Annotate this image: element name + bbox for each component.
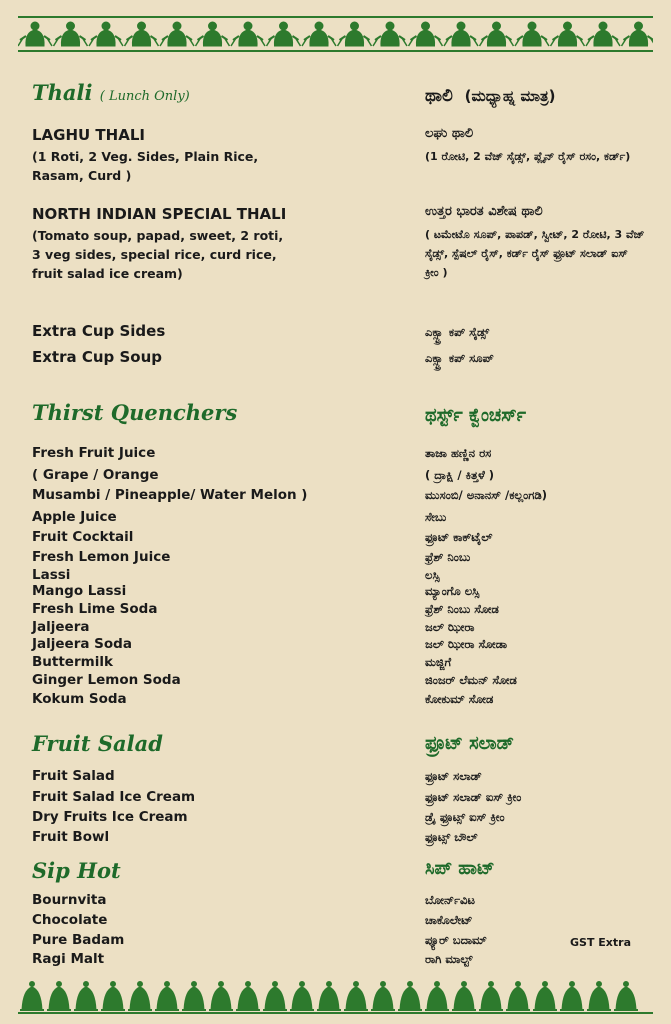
thirst-quencher-item-kannada: ಜಲ್ ಝೀರಾ [425,620,475,634]
thirst-quencher-item-kannada: ಸೇಬು [425,510,447,524]
extra-cup-sides: Extra Cup Sides [32,322,166,340]
fruit-salad-heading-kannada: ಫ್ರೂಟ್ ಸಲಾಡ್ [425,733,514,754]
thirst-quencher-item-kannada: ಕೋಕುಮ್ ಸೋಡ [425,692,494,706]
thirst-quencher-item: Fresh Lemon Juice [32,549,171,565]
thirst-quencher-item-kannada: ಜಿಂಜರ್ ಲೆಮನ್ ಸೋಡ [425,673,517,687]
north-indian-thali-title-kannada: ಉತ್ತರ ಭಾರತ ವಿಶೇಷ ಥಾಲಿ [425,204,543,219]
sip-hot-heading: Sip Hot [32,858,121,883]
thirst-quencher-item: Apple Juice [32,509,117,525]
thirst-quencher-item: Lassi [32,567,71,583]
thirst-quencher-item: Ginger Lemon Soda [32,672,181,688]
fruit-salad-item: Fruit Salad Ice Cream [32,789,196,805]
fruit-salad-heading: Fruit Salad [32,731,163,756]
fruit-salad-item-kannada: ಡ್ರೈ ಫ್ರೂಟ್ಸ್ ಐಸ್ ಕ್ರೀಂ [425,810,505,824]
thirst-quencher-item: Fruit Cocktail [32,529,134,545]
extra-cup-soup-kannada: ಎಕ್ಸ್ಟ್ರಾ ಕಪ್ ಸೂಪ್ [425,351,494,365]
laghu-thali-desc-kannada: (1 ರೋಟಿ, 2 ವೆಜ್ ಸೈಡ್ಸ್, ಪ್ಲೈನ್ ರೈಸ್ ರಸಂ, ಕರ್ಡ್) [425,150,631,163]
fruit-salad-item-kannada: ಫ್ರೂಟ್ ಸಲಾಡ್ ಐಸ್ ಕ್ರೀಂ [425,790,522,804]
fruit-salad-item: Fruit Salad [32,768,115,784]
ganesha-motif-icon [18,17,653,51]
thirst-quencher-item: Jaljeera Soda [32,636,132,652]
top-border-motif [18,14,653,54]
thirst-quencher-item: Kokum Soda [32,691,127,707]
thirst-quencher-item-kannada: ಮಜ್ಜಿಗೆ [425,655,452,669]
thirst-quencher-item-kannada: ಜಲ್ ಝೀರಾ ಸೋಡಾ [425,637,508,651]
north-indian-thali-desc-kannada: ( ಟಮೇಟೊ ಸೂಪ್, ಪಾಪಡ್, ಸ್ವೀಟ್, 2 ರೋಟಿ, 3 ವೆಜ್ ಸೈಡ್ಸ್, ಸ್ಪೆಷಲ್ ರೈಸ್, ಕರ್ಡ್ ರೈಸ್ ಫ್ರೂಟ್ ಸಲಾಡ್ ಐಸ್ ಕ್ರೀಂ ) [425,228,645,279]
north-indian-thali-title: NORTH INDIAN SPECIAL THALI [32,205,287,223]
sip-hot-item: Chocolate [32,912,108,928]
thali-heading: Thali ( Lunch Only) [32,80,190,105]
fruit-salad-item: Dry Fruits Ice Cream [32,809,188,825]
sip-hot-item-kannada: ಪ್ಯೂರ್ ಬದಾಮ್ [425,933,487,947]
thirst-quencher-item-kannada: ಮ್ಯಾಂಗೊ ಲಸ್ಸಿ [425,584,480,598]
sip-hot-heading-kannada: ಸಿಪ್ ಹಾಟ್ [425,858,495,879]
fruit-salad-item-kannada: ಫ್ರೂಟ್ ಸಲಾಡ್ [425,769,482,783]
extra-cup-sides-kannada: ಎಕ್ಸ್ಟ್ರಾ ಕಪ್ ಸೈಡ್ಸ್ [425,325,490,339]
thirst-quencher-item-kannada: ಲಸ್ಸಿ [425,568,440,582]
laghu-thali-title-kannada: ಲಘು ಥಾಲಿ [425,126,474,141]
sip-hot-item: Ragi Malt [32,951,105,967]
thirst-quencher-item-kannada: ಮುಸಂಬಿ/ ಅನಾನಸ್ /ಕಲ್ಲಂಗಡಿ) [425,488,548,502]
thirst-quencher-item: Mango Lassi [32,583,127,599]
thirst-quencher-item-kannada: ಫ್ರೆಶ್ ನಿಂಬು ಸೋಡ [425,602,499,616]
thirst-quencher-item-kannada: ತಾಜಾ ಹಣ್ಣಿನ ರಸ [425,446,492,460]
bell-motif-icon [18,982,653,1014]
extra-cup-soup: Extra Cup Soup [32,348,163,366]
fruit-salad-item: Fruit Bowl [32,829,110,845]
thirst-quencher-item: Jaljeera [32,619,90,635]
thirst-quencher-item: Fresh Fruit Juice [32,445,156,461]
sip-hot-item: Pure Badam [32,932,125,948]
thirst-quencher-item-kannada: ಫ್ರೂಟ್ ಕಾಕ್‌ಟೈಲ್ [425,530,493,544]
bottom-border-motif [18,980,653,1016]
sip-hot-item-kannada: ರಾಗಿ ಮಾಲ್ಟ್ [425,952,473,966]
thirst-quencher-item-kannada: ಫ್ರೆಶ್ ನಿಂಬು [425,550,471,564]
thirst-quencher-item: Buttermilk [32,654,113,670]
thirst-quencher-item: Fresh Lime Soda [32,601,158,617]
sip-hot-item-kannada: ಬೋರ್ನ್‌ವಿಟ [425,893,475,907]
thirst-quenchers-heading: Thirst Quenchers [32,400,238,425]
thirst-quencher-item: Musambi / Pineapple/ Water Melon ) [32,487,308,503]
sip-hot-item: Bournvita [32,892,107,908]
thirst-quencher-item-kannada: ( ದ್ರಾಕ್ಷಿ / ಕಿತ್ತಳೆ ) [425,468,495,482]
thirst-quenchers-heading-kannada: ಥರ್ಸ್ಟ್ ಕ್ವೆಂಚರ್ಸ್ [425,405,526,426]
thirst-quencher-item: ( Grape / Orange [32,467,159,483]
laghu-thali-desc: (1 Roti, 2 Veg. Sides, Plain Rice, Rasam, Curd ) [32,149,259,183]
north-indian-thali-desc: (Tomato soup, papad, sweet, 2 roti, 3 veg sides, special rice, curd rice, fruit salad ice cream) [32,228,284,281]
fruit-salad-item-kannada: ಫ್ರೂಟ್ಸ್ ಬೌಲ್ [425,830,478,844]
gst-note: GST Extra [570,936,631,949]
thali-heading-kannada: ಥಾಲಿ (ಮಧ್ಯಾಹ್ನ ಮಾತ್ರ) [425,86,556,106]
sip-hot-item-kannada: ಚಾಕೊಲೇಟ್ [425,913,473,927]
laghu-thali-title: LAGHU THALI [32,126,145,144]
